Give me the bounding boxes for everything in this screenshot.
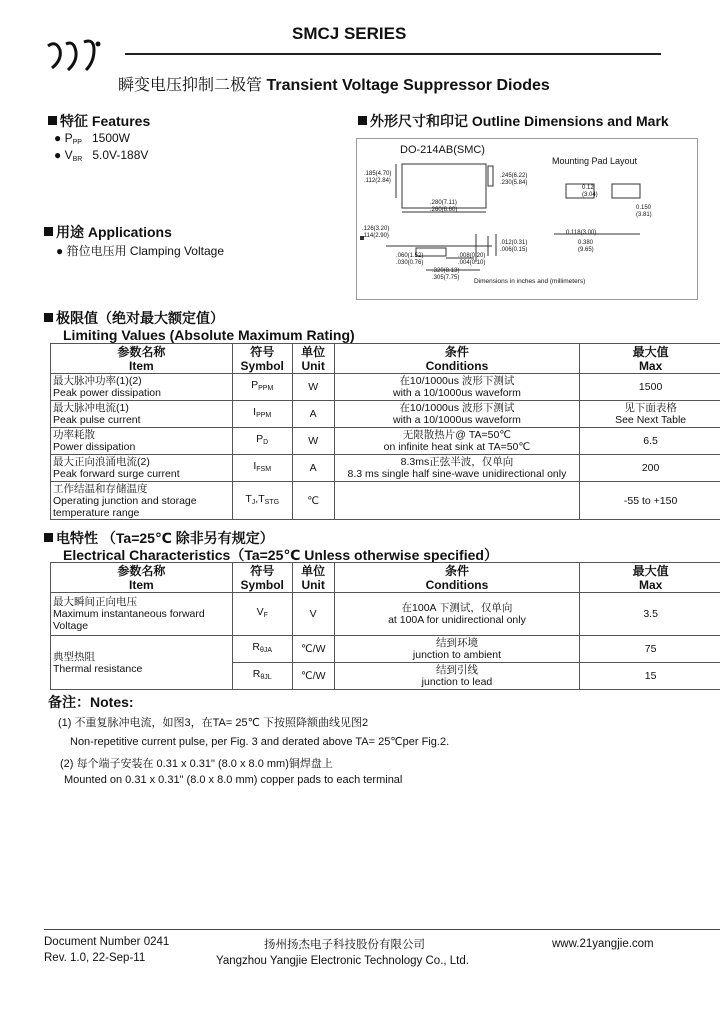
package-name: DO-214AB(SMC) xyxy=(400,144,485,156)
page-title xyxy=(118,72,550,95)
col-conditions: 条件 Conditions xyxy=(334,563,580,593)
col-symbol: 符号 Symbol xyxy=(232,563,292,593)
col-conditions: 条件 Conditions xyxy=(334,344,580,374)
electrical-heading-en: Electrical Characteristics（Ta=25℃ Unless otherwise specified） xyxy=(63,547,498,563)
table-row: $R_{\theta JL}$ ℃/W 结到引线 junction to lead 15 xyxy=(51,663,720,690)
dim-label-3: .280(7.11) .260(6.60) xyxy=(430,200,458,213)
col-max: 最大值 Max xyxy=(580,344,720,374)
table-row: 工作结温和存储温度 Operating junction and storage temperature range $T_J,T_{STG}$ ℃ -55 to +150 xyxy=(51,482,720,520)
pad-label-3: 0.118(3.00) xyxy=(566,230,597,236)
header-rule xyxy=(125,53,661,55)
features-heading: 特征 Features xyxy=(48,111,150,131)
col-unit: 单位 Unit xyxy=(292,563,334,593)
mounting-pad-label: Mounting Pad Layout xyxy=(552,156,638,166)
limiting-heading-cn: 极限值（绝对最大额定值） xyxy=(44,308,224,328)
application-item: ● 箝位电压用 Clamping Voltage xyxy=(56,244,224,258)
dim-label-4: .126(3.20) .114(2.90) xyxy=(362,226,390,239)
pad-label-2: 0.150 (3.81) xyxy=(636,205,652,218)
feature-vbr: ● $V_{BR}$ 5.0V-188V xyxy=(54,148,149,163)
note-1-cn: (1) 不重复脉冲电流，如图3，在TA= 25℃ 下按照降额曲线见图2 xyxy=(58,717,369,729)
pad-label-1: 0.12 (3.04) xyxy=(582,185,598,198)
dim-label-6: .060(1.52) .030(0.76) xyxy=(396,253,424,266)
dim-label-8: .320(8.13) .305(7.75) xyxy=(432,268,460,281)
company-cn: 扬州扬杰电子科技股份有限公司 xyxy=(264,939,425,951)
table-row: 最大脉冲功率(1)(2) Peak power dissipation $P_{PPM}$ W 在10/1000us 波形下测试 with a 10/1000us waveform 1500 xyxy=(51,374,720,401)
electrical-heading-cn: 电特性 （Ta=25℃ 除非另有规定） xyxy=(44,528,274,548)
table-row: 最大脉冲电流(1) Peak pulse current $I_{PPM}$ A 在10/1000us 波形下测试 with a 10/1000us waveform 见下面表格 See Next Table xyxy=(51,401,720,428)
limiting-heading-en: Limiting Values (Absolute Maximum Rating) xyxy=(63,327,355,343)
electrical-table xyxy=(50,562,720,690)
col-symbol: 符号 Symbol xyxy=(232,344,292,374)
table-row: 最大瞬间正向电压 Maximum instantaneous forward Voltage $V_F$ V 在100A 下测试，仅单向 at 100A for unidirectional only 3.5 xyxy=(51,593,720,636)
col-item: 参数名称 Item xyxy=(51,563,233,593)
website-link[interactable]: www.21yangjie.com xyxy=(552,938,654,950)
table-row: 最大正向浪涌电流(2) Peak forward surge current $I_{FSM}$ A 8.3ms正弦半波，仅单向 8.3 ms single half sine-wave unidirectional only 200 xyxy=(51,455,720,482)
company-logo xyxy=(44,38,102,74)
col-max: 最大值 Max xyxy=(580,563,720,593)
applications-heading: 用途 Applications xyxy=(44,222,172,242)
notes-heading: 备注：Notes: xyxy=(48,694,134,710)
feature-ppp: ● $P_{PP}$ 1500W xyxy=(54,131,130,146)
series-title: SMCJ SERIES xyxy=(292,24,407,43)
company-en: Yangzhou Yangjie Electronic Technology Co., Ltd. xyxy=(216,955,469,967)
title-cn: 瞬变电压抑制二极管 xyxy=(118,77,263,94)
col-item: 参数名称 Item xyxy=(51,344,233,374)
dim-label-5: .012(0.31) .006(0.15) xyxy=(500,240,528,253)
col-unit: 单位 Unit xyxy=(292,344,334,374)
table-row: 功率耗散 Power dissipation $P_D$ W 无限散热片@ TA=50℃ on infinite heat sink at TA=50℃ 6.5 xyxy=(51,428,720,455)
pad-label-4: 0.380 (9.65) xyxy=(578,240,594,253)
dim-label-2: .245(6.22) .230(5.84) xyxy=(500,173,528,186)
note-2-cn: (2) 每个端子安装在 0.31 x 0.31" (8.0 x 8.0 mm)铜焊盘上 xyxy=(60,758,333,770)
revision: Rev. 1.0, 22-Sep-11 xyxy=(44,952,146,964)
note-1-en: Non-repetitive current pulse, per Fig. 3 and derated above TA= 25℃per Fig.2. xyxy=(70,736,450,748)
dim-label-7: .008(0.20) .004(0.10) xyxy=(458,253,486,266)
dim-label-1: .185(4.70) .112(2.84) xyxy=(364,171,392,184)
footer-rule xyxy=(44,929,720,930)
outline-heading: 外形尺寸和印记 Outline Dimensions and Mark xyxy=(358,111,669,131)
limiting-table xyxy=(50,343,720,520)
doc-number: Document Number 0241 xyxy=(44,936,170,948)
title-en: Transient Voltage Suppressor Diodes xyxy=(266,77,550,94)
table-row: 典型热阻 Thermal resistance $R_{\theta JA}$ ℃/W 结到环境 junction to ambient 75 xyxy=(51,636,720,663)
note-2-en: Mounted on 0.31 x 0.31" (8.0 x 8.0 mm) copper pads to each terminal xyxy=(64,774,403,786)
dims-note: Dimensions in inches and (millimeters) xyxy=(474,278,586,285)
